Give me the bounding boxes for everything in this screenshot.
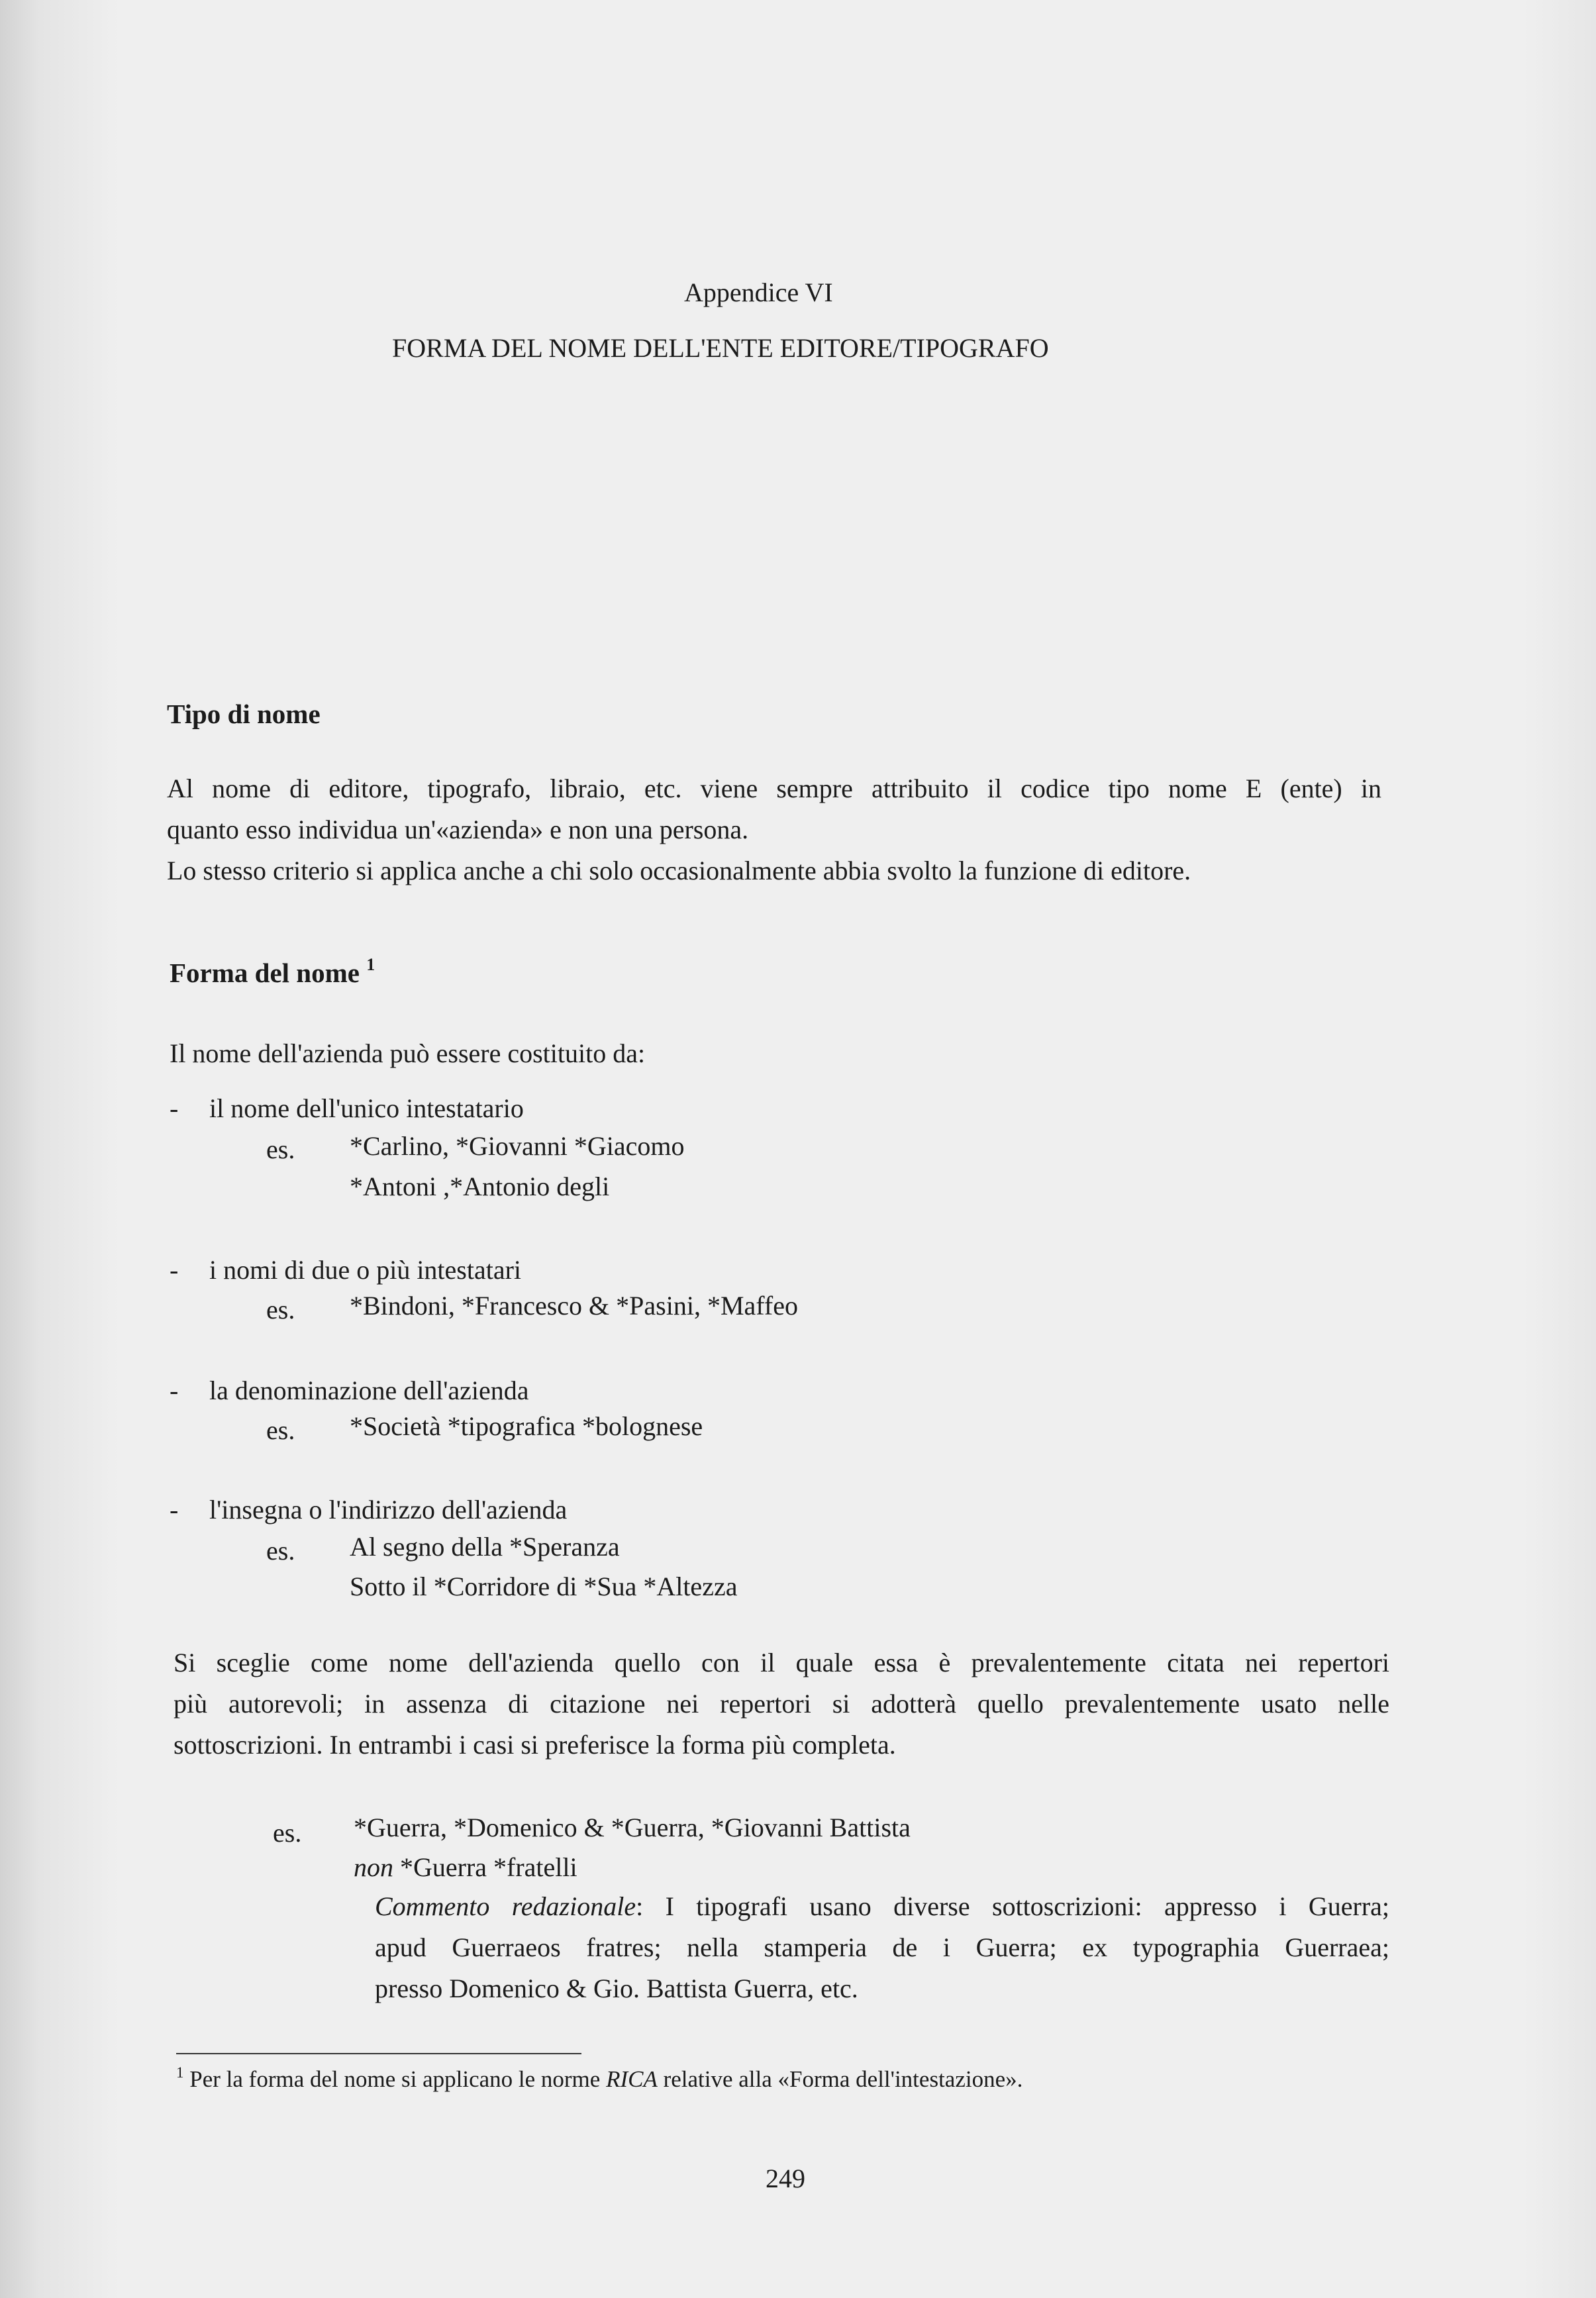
example-line: *Guerra, *Domenico & *Guerra, *Giovanni Battista bbox=[354, 1813, 911, 1842]
es-label: es. bbox=[273, 1818, 302, 1848]
footnote-divider bbox=[176, 2053, 581, 2054]
footnote: $^1$ Per la forma del nome si applicano le norme RICA relative alla «Forma dell'intestazione». bbox=[176, 2064, 1023, 2092]
tipo-di-nome-paragraph bbox=[167, 768, 1381, 891]
list-item-label: il nome dell'unico intestatario bbox=[209, 1093, 524, 1123]
example-line: Al segno della *Speranza bbox=[350, 1532, 620, 1562]
list-dash: - bbox=[170, 1495, 179, 1524]
paragraph-line: più autorevoli; in assenza di citazione nei repertori si adotterà quello prevalentemente usato nelle bbox=[174, 1689, 1389, 1719]
appendix-label: Appendice VI bbox=[684, 277, 833, 307]
list-dash: - bbox=[170, 1093, 179, 1123]
non-label: non bbox=[354, 1852, 393, 1882]
es-label: es. bbox=[266, 1295, 295, 1324]
commento-redazionale bbox=[375, 1886, 1389, 2009]
paragraph-line: sottoscrizioni. In entrambi i casi si preferisce la forma più completa. bbox=[174, 1730, 896, 1760]
example-line: Sotto il *Corridore di *Sua *Altezza bbox=[350, 1572, 738, 1601]
list-item-label: la denominazione dell'azienda bbox=[209, 1375, 529, 1405]
list-item-label: l'insegna o l'indirizzo dell'azienda bbox=[209, 1495, 568, 1524]
comment-line: presso Domenico & Gio. Battista Guerra, etc. bbox=[375, 1973, 858, 2003]
page-number: 249 bbox=[766, 2164, 805, 2193]
section-heading-tipo-di-nome: Tipo di nome bbox=[167, 699, 321, 729]
paragraph-line: Al nome di editore, tipografo, libraio, etc. viene sempre attribuito il codice tipo nome E (ente) in bbox=[167, 774, 1381, 803]
example-line: *Carlino, *Giovanni *Giacomo bbox=[350, 1131, 685, 1161]
es-label: es. bbox=[266, 1415, 295, 1445]
example-non-line bbox=[354, 1850, 577, 1885]
page-title: FORMA DEL NOME DELL'ENTE EDITORE/TIPOGRAFO bbox=[392, 333, 1049, 363]
example-text: *Guerra *fratelli bbox=[393, 1852, 577, 1882]
example-line: *Antoni ,*Antonio degli bbox=[350, 1172, 610, 1201]
list-dash: - bbox=[170, 1255, 179, 1285]
footnote-reference[interactable]: 1 bbox=[366, 955, 375, 974]
comment-line: Commento redazionale: I tipografi usano diverse sottoscrizioni: appresso i Guerra; bbox=[375, 1891, 1390, 1921]
choice-paragraph bbox=[174, 1642, 1389, 1766]
section-heading-forma-del-nome: Forma del nome $^1$ bbox=[170, 955, 375, 988]
comment-line: apud Guerraeos fratres; nella stamperia de i Guerra; ex typographia Guerraea; bbox=[375, 1932, 1389, 1962]
paragraph-line: quanto esso individua un'«azienda» e non una persona. bbox=[167, 815, 749, 844]
comment-label: Commento redazionale bbox=[375, 1891, 636, 1921]
list-dash: - bbox=[170, 1375, 179, 1405]
footnote-number: 1 bbox=[176, 2064, 184, 2081]
example-line: *Bindoni, *Francesco & *Pasini, *Maffeo bbox=[350, 1291, 798, 1321]
rica-text: RICA bbox=[606, 2066, 658, 2092]
paragraph-line: Lo stesso criterio si applica anche a chi solo occasionalmente abbia svolto la funzione di editore. bbox=[167, 856, 1191, 885]
es-label: es. bbox=[266, 1134, 295, 1164]
intro-line: Il nome dell'azienda può essere costituito da: bbox=[170, 1038, 646, 1068]
es-label: es. bbox=[266, 1536, 295, 1566]
paragraph-line: Si sceglie come nome dell'azienda quello con il quale essa è prevalentemente citata nei repertori bbox=[174, 1648, 1389, 1677]
example-line: *Società *tipografica *bolognese bbox=[350, 1411, 703, 1441]
list-item-label: i nomi di due o più intestatari bbox=[209, 1255, 522, 1285]
